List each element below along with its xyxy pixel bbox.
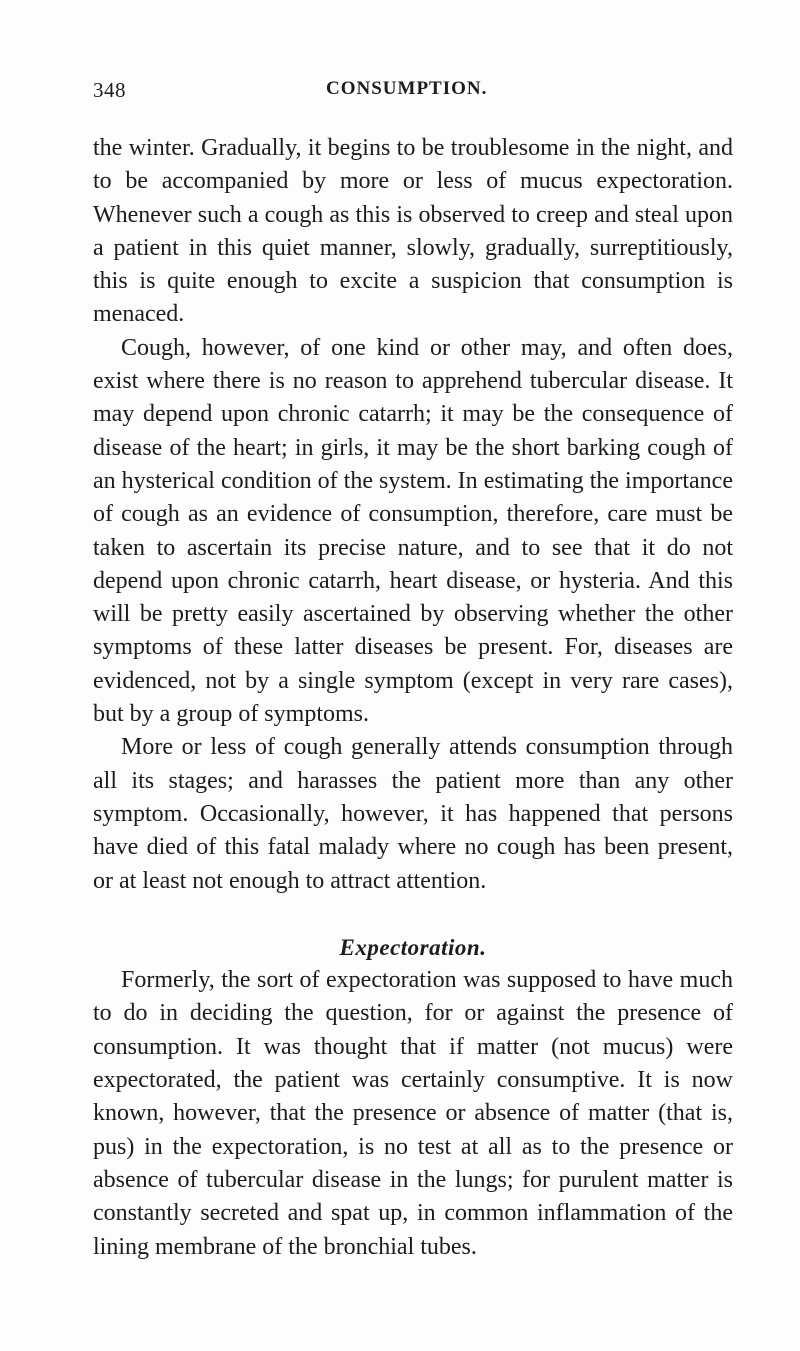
- page-number: 348: [93, 78, 126, 102]
- paragraph-cough-stages: More or less of cough generally attends consumption through all its stages; and harasses the patient more than any other symptom. Occasionally, however, it has happened that persons have died of this fatal malady where no cough has been present, or at least not enough to attract attention.: [93, 734, 733, 894]
- body-text: [93, 132, 733, 1264]
- running-title: CONSUMPTION.: [326, 78, 488, 99]
- paragraph-continuation: the winter. Gradually, it begins to be troublesome in the night, and to be accompanied by more or less of mucus expectoration. Whenever such a cough as this is observed to creep and steal upon a patient in this quiet manner, slowly, gradually, surreptitiously, this is quite enough to excite a suspicion that consumption is menaced.: [93, 135, 733, 328]
- running-head: [93, 78, 733, 108]
- paragraph-expectoration: Formerly, the sort of expectoration was supposed to have much to do in deciding the question, for or against the presence of consumption. It was thought that if matter (not mucus) were expectorated, the patient was certainly consumptive. It is now known, however, that the presence or absence of matter (that is, pus) in the expectoration, is no test at all as to the presence or absence of tubercular disease in the lungs; for purulent matter is constantly secreted and spat up, in common inflammation of the lining membrane of the bronchial tubes.: [93, 967, 733, 1260]
- paragraph-cough-kinds: Cough, however, of one kind or other may, and often does, exist where there is no reason to apprehend tubercular disease. It may depend upon chronic catarrh; it may be the consequence of disease of the heart; in girls, it may be the short barking cough of an hysterical condition of the system. In estimating the importance of cough as an evidence of consumption, therefore, care must be taken to ascertain its precise nature, and to see that it do not depend upon chronic catarrh, heart disease, or hysteria. And this will be pretty easily ascertained by observing whether the other symptoms of these latter diseases be present. For, diseases are evidenced, not by a single symptom (except in very rare cases), but by a group of symptoms.: [93, 334, 733, 728]
- section-heading-expectoration: Expectoration.: [339, 934, 487, 960]
